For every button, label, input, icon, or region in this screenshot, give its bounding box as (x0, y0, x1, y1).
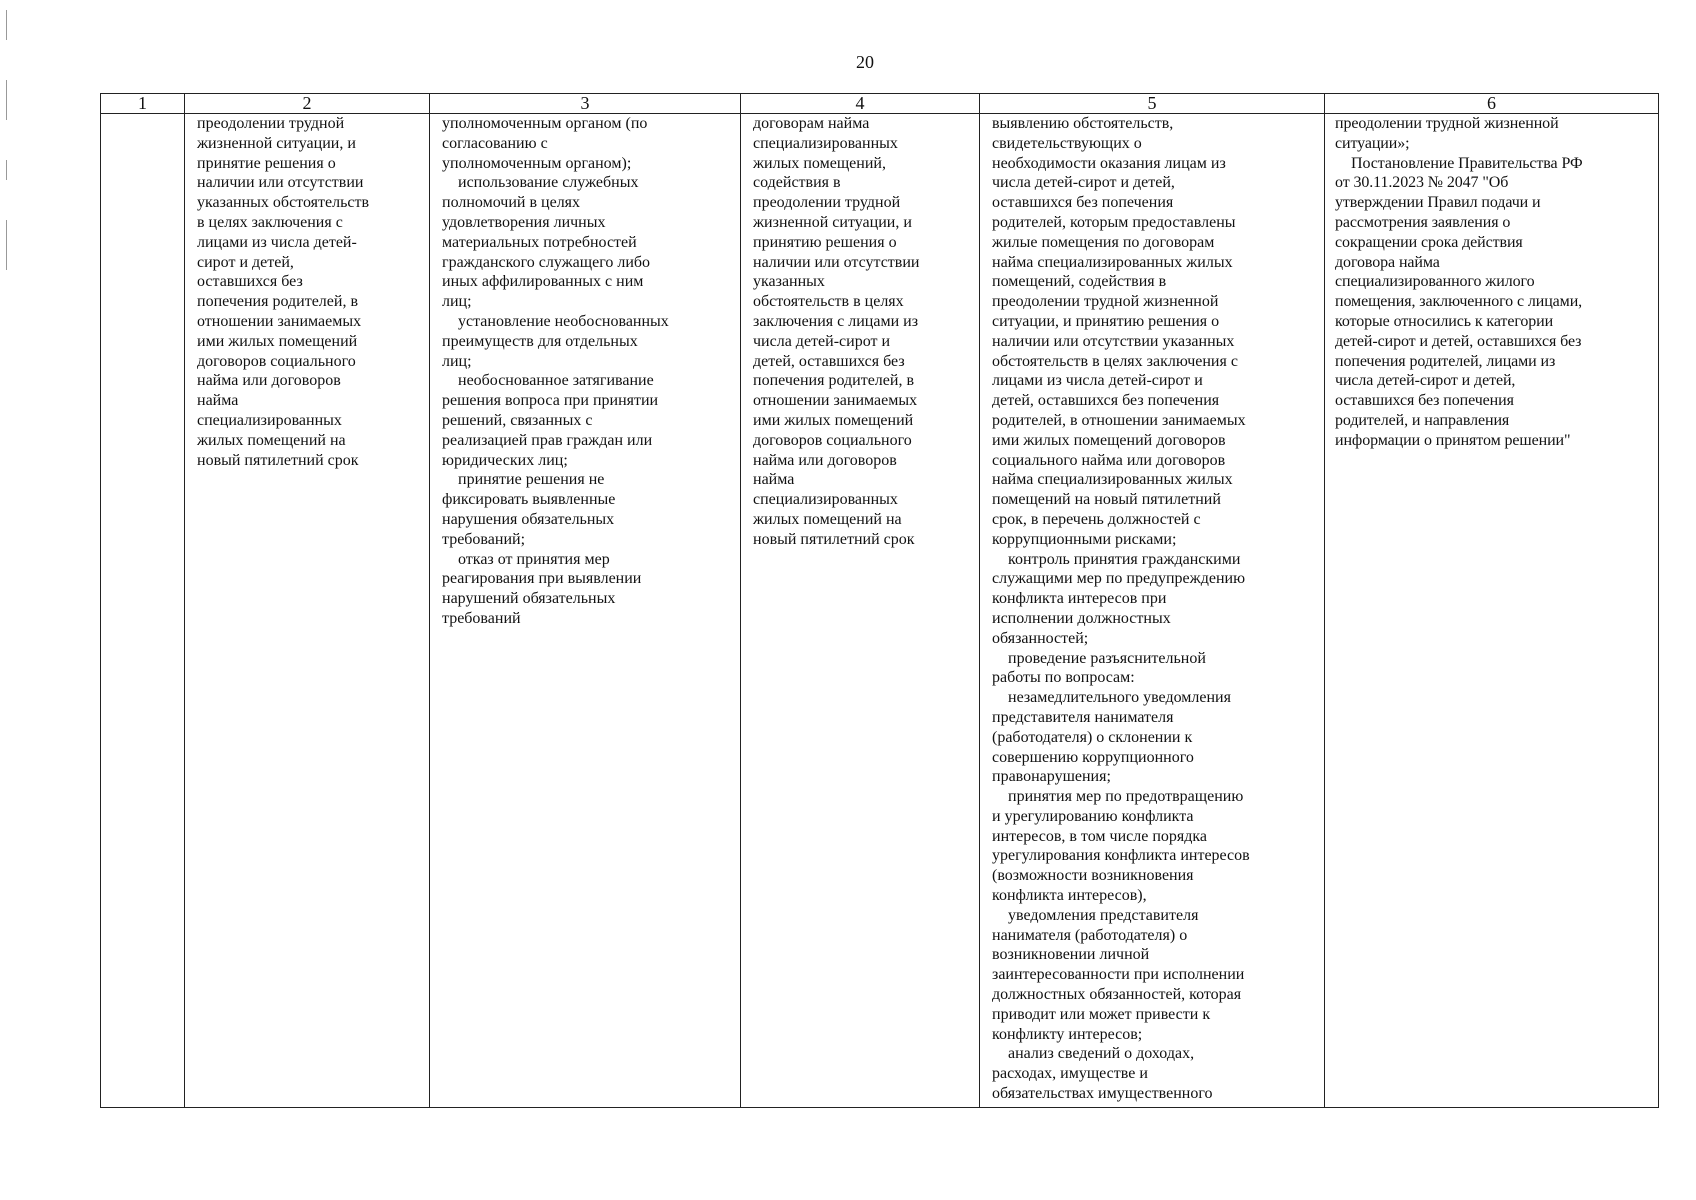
text-line: материальных потребностей (442, 233, 637, 251)
column-header-6: 6 (1325, 94, 1659, 114)
text-line: служащими мер по предупреждению (992, 570, 1246, 588)
text-line: в целях заключения с (197, 213, 343, 231)
text-line: сирот и детей, (197, 253, 294, 271)
text-line: обязанностей; (992, 629, 1089, 647)
text-line: необходимости оказания лицам из (992, 154, 1226, 172)
text-line: анализ сведений о доходах, (1008, 1045, 1195, 1063)
text-line: родителей, и направления (1335, 411, 1510, 429)
text-line: обстоятельств в целях заключения с (992, 352, 1238, 370)
table-row (101, 114, 1659, 1108)
column-header-3: 3 (430, 94, 741, 114)
text-line: числа детей-сирот и детей, (992, 174, 1175, 192)
text-line: отказ от принятия мер (458, 550, 610, 568)
text-line: наличии или отсутствии (753, 253, 920, 271)
text-line: найма или договоров (197, 372, 341, 390)
text-line: договоров социального (197, 352, 356, 370)
text-line: которые относились к категории (1335, 312, 1554, 330)
text-line: возникновении личной (992, 946, 1150, 964)
text-line: от 30.11.2023 № 2047 "Об (1335, 174, 1509, 192)
text-line: найма (753, 471, 795, 489)
text-line: обязательствах имущественного (992, 1085, 1213, 1103)
text-line: оставшихся без (197, 273, 303, 291)
text-line: жизненной ситуации, и (753, 213, 912, 231)
text-line: рассмотрения заявления о (1335, 213, 1511, 231)
text-line: специализированных (197, 411, 342, 429)
text-line: отношении занимаемых (197, 312, 362, 330)
text-line: лиц; (442, 352, 472, 370)
text-line: решения вопроса при принятии (442, 392, 659, 410)
table-header-row (101, 94, 1659, 114)
document-table (100, 93, 1659, 1108)
text-line: и урегулированию конфликта (992, 807, 1194, 825)
text-line: помещений, содействия в (992, 273, 1167, 291)
text-line: реализацией прав граждан или (442, 431, 653, 449)
column-header-4: 4 (741, 94, 980, 114)
cell-col-6 (1325, 114, 1659, 1108)
text-line: принятию решения о (753, 233, 897, 251)
text-line: преодолении трудной жизненной (992, 293, 1219, 311)
text-line: конфликту интересов; (992, 1025, 1143, 1043)
scan-edge-marks (6, 10, 8, 280)
text-line: требований (442, 609, 521, 627)
text-line: интересов, в том числе порядка (992, 827, 1208, 845)
text-line: уведомления представителя (1008, 906, 1199, 924)
text-line: детей, оставшихся без (753, 352, 905, 370)
text-line: установление необоснованных (458, 312, 669, 330)
text-line: жилых помещений, (753, 154, 886, 172)
text-line: ими жилых помещений (753, 411, 914, 429)
text-line: правонарушения; (992, 768, 1111, 786)
text-line: работы по вопросам: (992, 669, 1135, 687)
text-line: ими жилых помещений договоров (992, 431, 1226, 449)
text-line: жилые помещения по договорам (992, 233, 1215, 251)
text-line: преодолении трудной (197, 115, 345, 132)
text-line: гражданского служащего либо (442, 253, 651, 271)
text-line: оставшихся без попечения (1335, 392, 1514, 410)
text-line: нарушения обязательных (442, 510, 615, 528)
text-line: использование служебных (458, 174, 639, 192)
text-line: контроль принятия гражданскими (1008, 550, 1241, 568)
text-line: найма или договоров (753, 451, 897, 469)
text-line: новый пятилетний срок (753, 530, 915, 548)
text-line: проведение разъяснительной (1008, 649, 1206, 667)
text-line: попечения родителей, лицами из (1335, 352, 1556, 370)
text-line: конфликта интересов), (992, 887, 1147, 905)
text-line: преодолении трудной (753, 194, 901, 212)
text-line: согласованию с (442, 134, 548, 152)
text-line: попечения родителей, в (197, 293, 358, 311)
text-line: найма специализированных жилых (992, 253, 1233, 271)
text-line: сокращении срока действия (1335, 233, 1523, 251)
text-line: специализированного жилого (1335, 273, 1535, 291)
cell-col-2 (185, 114, 430, 1108)
text-line: ситуации»; (1335, 134, 1410, 152)
column-header-2: 2 (185, 94, 430, 114)
text-line: срок, в перечень должностей с (992, 510, 1201, 528)
text-line: жизненной ситуации, и (197, 134, 356, 152)
text-line: требований; (442, 530, 526, 548)
column-header-1: 1 (101, 94, 185, 114)
text-line: новый пятилетний срок (197, 451, 359, 469)
text-line: должностных обязанностей, которая (992, 986, 1242, 1004)
text-line: помещений на новый пятилетний (992, 491, 1221, 509)
text-line: нанимателя (работодателя) о (992, 926, 1188, 944)
text-line: социального найма или договоров (992, 451, 1226, 469)
text-line: детей, оставшихся без попечения (992, 392, 1220, 410)
text-line: исполнении должностных (992, 609, 1171, 627)
text-line: договора найма (1335, 253, 1440, 271)
text-line: расходах, имуществе и (992, 1065, 1148, 1083)
text-line: представителя нанимателя (992, 708, 1174, 726)
text-line: фиксировать выявленные (442, 491, 616, 509)
text-line: попечения родителей, в (753, 372, 914, 390)
page-number: 20 (856, 52, 874, 72)
text-line: числа детей-сирот и (753, 332, 891, 350)
text-line: лицами из числа детей- (197, 233, 357, 251)
text-line: информации о принятом решении" (1335, 431, 1571, 449)
text-line: договорам найма (753, 115, 870, 132)
text-line: ситуации, и принятию решения о (992, 312, 1220, 330)
text-line: лиц; (442, 293, 472, 311)
text-line: (возможности возникновения (992, 867, 1194, 885)
text-line: оставшихся без попечения (992, 194, 1174, 212)
text-line: реагирования при выявлении (442, 570, 642, 588)
text-line: коррупционными рисками; (992, 530, 1177, 548)
cell-col-1 (101, 114, 185, 1108)
text-line: указанных (753, 273, 825, 291)
text-line: содействия в (753, 174, 841, 192)
text-line: отношении занимаемых (753, 392, 918, 410)
text-line: жилых помещений на (753, 510, 902, 528)
text-line: полномочий в целях (442, 194, 581, 212)
text-line: жилых помещений на (197, 431, 346, 449)
text-line: приводит или может привести к (992, 1005, 1211, 1023)
text-line: помещения, заключенного с лицами, (1335, 293, 1583, 311)
text-line: специализированных (753, 491, 898, 509)
text-line: найма (197, 392, 239, 410)
text-line: нарушений обязательных (442, 590, 616, 608)
cell-col-4 (741, 114, 980, 1108)
text-line: лицами из числа детей-сирот и (992, 372, 1203, 390)
text-line: указанных обстоятельств (197, 194, 370, 212)
text-line: незамедлительного уведомления (1008, 689, 1231, 707)
text-line: принятие решения о (197, 154, 336, 172)
text-line: конфликта интересов при (992, 590, 1167, 608)
text-line: специализированных (753, 134, 898, 152)
text-line: наличии или отсутствии (197, 174, 364, 192)
text-line: Постановление Правительства РФ (1351, 154, 1583, 172)
text-line: (работодателя) о склонении к (992, 728, 1193, 746)
text-line: родителей, которым предоставлены (992, 213, 1236, 231)
text-line: иных аффилированных с ним (442, 273, 644, 291)
text-line: решений, связанных с (442, 411, 593, 429)
cell-col-3 (430, 114, 741, 1108)
text-line: числа детей-сирот и детей, (1335, 372, 1516, 390)
text-line: заинтересованности при исполнении (992, 966, 1245, 984)
text-line: принятие решения не (458, 471, 605, 489)
text-line: преимуществ для отдельных (442, 332, 638, 350)
text-line: юридических лиц; (442, 451, 568, 469)
text-line: уполномоченным органом); (442, 154, 632, 172)
text-line: заключения с лицами из (753, 312, 919, 330)
text-line: родителей, в отношении занимаемых (992, 411, 1246, 429)
text-line: наличии или отсутствии указанных (992, 332, 1235, 350)
cell-col-5 (980, 114, 1325, 1108)
text-line: совершению коррупционного (992, 748, 1194, 766)
text-line: удовлетворения личных (442, 213, 606, 231)
text-line: выявлению обстоятельств, (992, 115, 1174, 132)
text-line: уполномоченным органом (по (442, 115, 648, 132)
text-line: договоров социального (753, 431, 912, 449)
text-line: принятия мер по предотвращению (1008, 788, 1244, 806)
column-header-5: 5 (980, 94, 1325, 114)
text-line: детей-сирот и детей, оставшихся без (1335, 332, 1582, 350)
text-line: найма специализированных жилых (992, 471, 1233, 489)
text-line: утверждении Правил подачи и (1335, 194, 1541, 212)
text-line: свидетельствующих о (992, 134, 1142, 152)
text-line: необоснованное затягивание (458, 372, 654, 390)
text-line: обстоятельств в целях (753, 293, 904, 311)
text-line: урегулирования конфликта интересов (992, 847, 1250, 865)
text-line: ими жилых помещений (197, 332, 358, 350)
text-line: преодолении трудной жизненной (1335, 115, 1559, 132)
